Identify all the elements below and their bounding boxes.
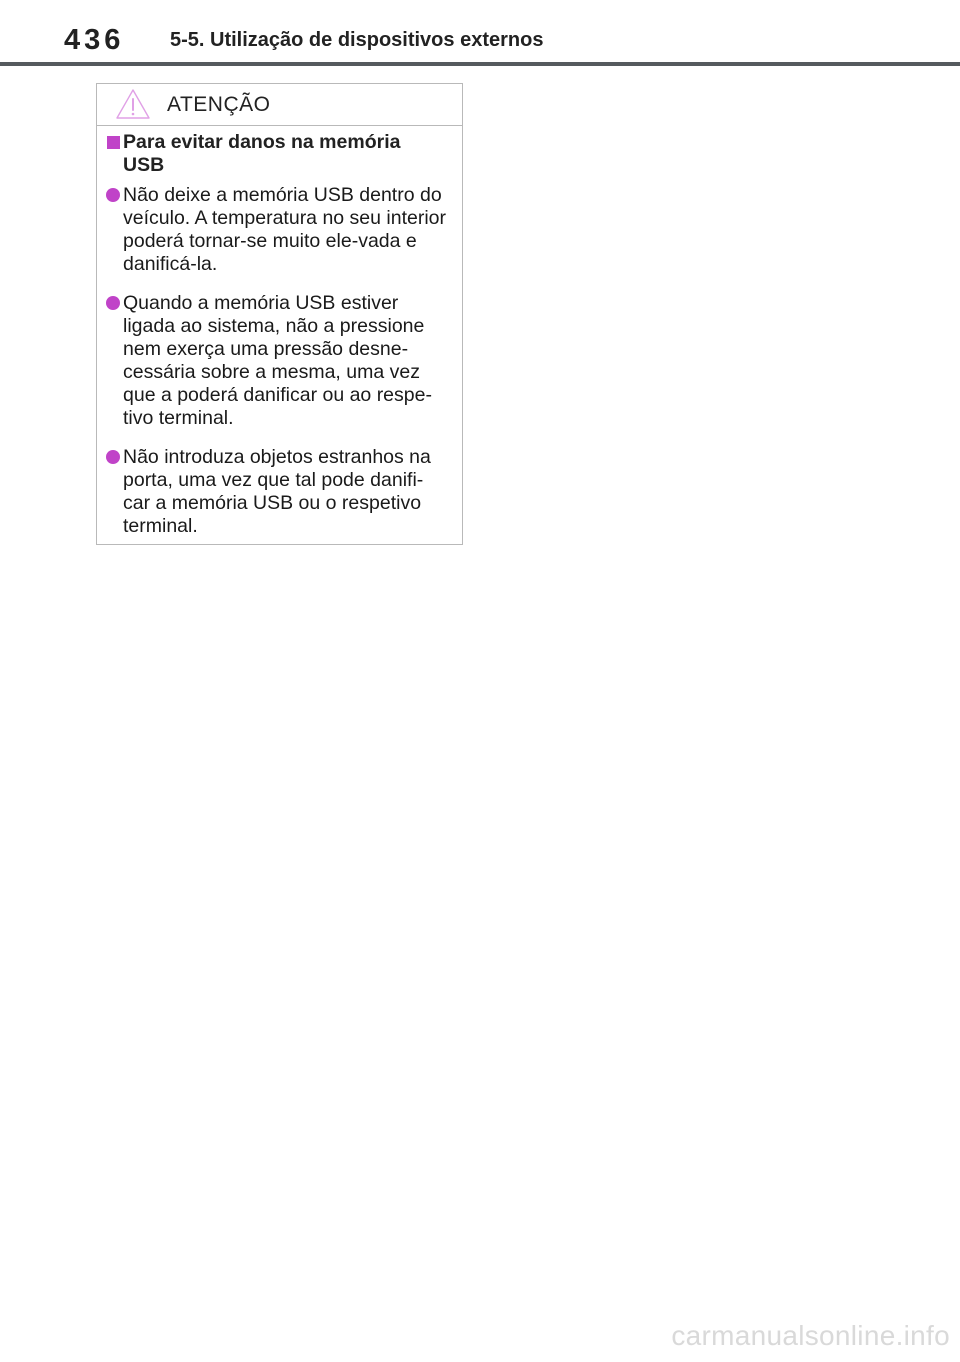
warning-box [96,83,463,545]
warning-item-2: Quando a memória USB estiver ligada ao sistema, não a pressione nem exerça uma pressão desne-cessária sobre a mesma, uma vez que a poderá danificar ou ao respe-tivo terminal. [123,292,432,429]
warning-label: ATENÇÃO [167,93,271,116]
watermark: carmanualsonline.info [671,1320,950,1351]
warning-header [97,84,462,126]
bullet-dot-icon [106,188,120,202]
warning-item-1: Não deixe a memória USB dentro do veículo. A temperatura no seu interior poderá tornar-se muito ele-vada e danificá-la. [123,184,447,275]
warning-triangle-icon [115,88,151,120]
bullet-dot-icon [106,296,120,310]
warning-item-3: Não introduza objetos estranhos na porta, uma vez que tal pode danifi-car a memória USB ou o respetivo terminal. [123,446,431,537]
bullet-dot-icon [106,450,120,464]
warning-subheading: Para evitar danos na memória USB [123,131,401,176]
page-header [0,0,960,66]
header-divider [0,62,960,66]
section-title: 5-5. Utilização de dispositivos externos [170,29,544,51]
square-bullet-icon [107,136,120,149]
page-number: 436 [64,24,125,56]
